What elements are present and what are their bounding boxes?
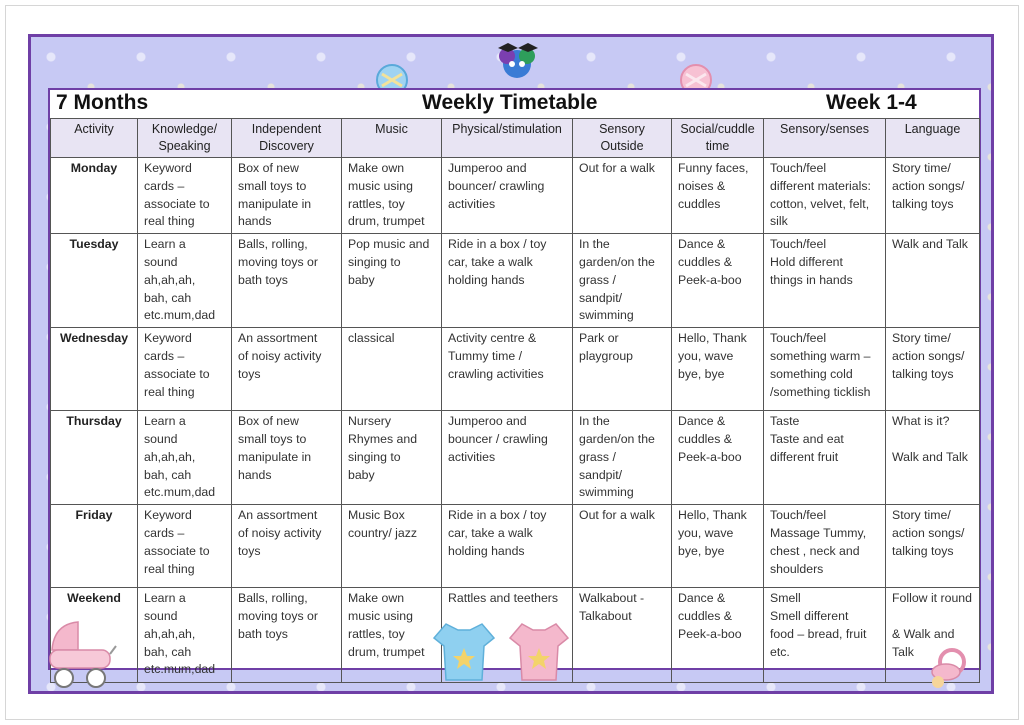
table-cell: An assortment of noisy activity toys xyxy=(232,505,342,588)
table-cell: Make own music using rattles, toy drum, trumpet xyxy=(342,588,442,683)
pacifier-icon xyxy=(924,644,972,692)
table-row xyxy=(51,234,980,328)
column-header-senses: Sensory/senses xyxy=(764,119,886,158)
column-header-social: Social/cuddle time xyxy=(672,119,764,158)
table-cell: In the garden/on the grass / sandpit/ swimming xyxy=(573,411,672,505)
blue-baby-shirt-icon xyxy=(432,620,496,682)
table-cell: Learn a sound ah,ah,ah, bah, cah etc.mum,dad xyxy=(138,588,232,683)
table-cell: Balls, rolling, moving toys or bath toys xyxy=(232,234,342,328)
table-cell: Pop music and singing to baby xyxy=(342,234,442,328)
age-label: 7 Months xyxy=(56,91,149,114)
column-header-music: Music xyxy=(342,119,442,158)
weekly-timetable-table xyxy=(50,118,980,683)
table-cell: Nursery Rhymes and singing to baby xyxy=(342,411,442,505)
table-cell: Taste Taste and eat different fruit xyxy=(764,411,886,505)
table-cell: Make own music using rattles, toy drum, trumpet xyxy=(342,158,442,234)
table-cell: Dance & cuddles & Peek-a-boo xyxy=(672,234,764,328)
table-cell: Jumperoo and bouncer / crawling activities xyxy=(442,411,573,505)
table-cell: Activity centre & Tummy time / crawling activities xyxy=(442,328,573,411)
column-header-sensory-outside: Sensory Outside xyxy=(573,119,672,158)
table-cell: Walk and Talk xyxy=(886,234,980,328)
graduation-owl-logo-icon xyxy=(492,40,542,82)
table-cell: What is it? Walk and Talk xyxy=(886,411,980,505)
table-cell: Story time/ action songs/ talking toys xyxy=(886,505,980,588)
table-cell: Story time/ action songs/ talking toys xyxy=(886,328,980,411)
column-header-discovery: Independent Discovery xyxy=(232,119,342,158)
table-cell: Keyword cards – associate to real thing xyxy=(138,505,232,588)
table-cell: Funny faces, noises & cuddles xyxy=(672,158,764,234)
column-header-activity: Activity xyxy=(51,119,138,158)
title-bar xyxy=(50,90,979,118)
table-cell: Follow it round & Walk and Talk xyxy=(886,588,980,683)
timetable-sheet xyxy=(48,88,981,677)
table-cell: Touch/feel different materials: cotton, velvet, felt, silk xyxy=(764,158,886,234)
table-cell: Touch/feel something warm – something cold /something ticklish xyxy=(764,328,886,411)
day-label: Wednesday xyxy=(51,328,138,411)
table-cell: Hello, Thank you, wave bye, bye xyxy=(672,328,764,411)
header-row xyxy=(51,119,980,158)
table-cell: Rattles and teethers xyxy=(442,588,573,683)
table-cell: Dance & cuddles & Peek-a-boo xyxy=(672,411,764,505)
table-cell: Park or playgroup xyxy=(573,328,672,411)
table-cell: In the garden/on the grass / sandpit/ swimming xyxy=(573,234,672,328)
table-row xyxy=(51,328,980,411)
day-label: Weekend xyxy=(51,588,138,683)
table-cell: Keyword cards – associate to real thing xyxy=(138,328,232,411)
table-cell: classical xyxy=(342,328,442,411)
day-label: Friday xyxy=(51,505,138,588)
table-cell: Learn a sound ah,ah,ah, bah, cah etc.mum,dad xyxy=(138,234,232,328)
table-row xyxy=(51,158,980,234)
pink-pram-icon xyxy=(44,616,118,692)
pink-baby-shirt-icon xyxy=(508,620,570,682)
table-cell: Balls, rolling, moving toys or bath toys xyxy=(232,588,342,683)
table-cell: Box of new small toys to manipulate in hands xyxy=(232,411,342,505)
table-cell: Out for a walk xyxy=(573,158,672,234)
column-header-knowledge: Knowledge/ Speaking xyxy=(138,119,232,158)
table-cell: Music Box country/ jazz xyxy=(342,505,442,588)
day-label: Monday xyxy=(51,158,138,234)
column-header-physical: Physical/stimulation xyxy=(442,119,573,158)
table-cell: Learn a sound ah,ah,ah, bah, cah etc.mum,dad xyxy=(138,411,232,505)
table-cell: Box of new small toys to manipulate in hands xyxy=(232,158,342,234)
table-cell: Touch/feel Hold different things in hands xyxy=(764,234,886,328)
table-cell: Smell Smell different food – bread, fruit etc. xyxy=(764,588,886,683)
table-cell: Walkabout - Talkabout xyxy=(573,588,672,683)
table-cell: Ride in a box / toy car, take a walk holding hands xyxy=(442,234,573,328)
table-cell: Hello, Thank you, wave bye, bye xyxy=(672,505,764,588)
table-cell: Out for a walk xyxy=(573,505,672,588)
table-cell: Dance & cuddles & Peek-a-boo xyxy=(672,588,764,683)
table-cell: Keyword cards – associate to real thing xyxy=(138,158,232,234)
day-label: Tuesday xyxy=(51,234,138,328)
table-row xyxy=(51,411,980,505)
table-cell: Ride in a box / toy car, take a walk holding hands xyxy=(442,505,573,588)
table-cell: An assortment of noisy activity toys xyxy=(232,328,342,411)
table-cell: Jumperoo and bouncer/ crawling activities xyxy=(442,158,573,234)
day-label: Thursday xyxy=(51,411,138,505)
table-row xyxy=(51,505,980,588)
page-title: Weekly Timetable xyxy=(422,91,598,114)
column-header-language: Language xyxy=(886,119,980,158)
table-cell: Touch/feel Massage Tummy, chest , neck and shoulders xyxy=(764,505,886,588)
table-cell: Story time/ action songs/ talking toys xyxy=(886,158,980,234)
week-label: Week 1-4 xyxy=(826,91,917,114)
